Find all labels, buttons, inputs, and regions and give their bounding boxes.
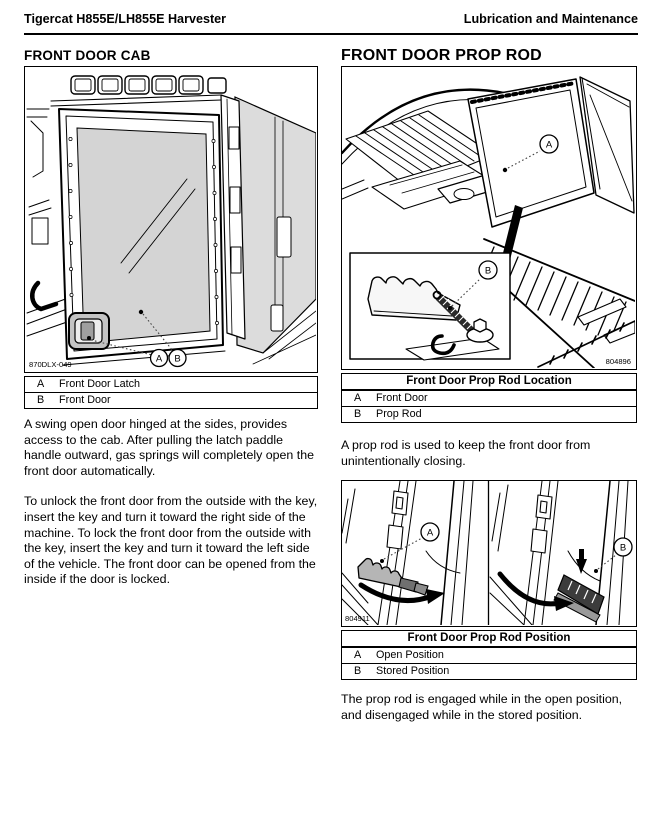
table-title: Front Door Prop Rod Location [342,374,636,391]
table-key: A [354,649,362,662]
legend-key: B [37,394,45,406]
table-label: Prop Rod [376,408,422,420]
left-column [24,35,318,723]
figure-front-door-cab [24,66,318,373]
table-prop-rod-location [341,373,637,423]
table-key: A [354,392,362,404]
table-label: Open Position [376,649,444,662]
legend-front-door-cab [24,376,318,409]
table-row [342,648,636,663]
header-section-title: Lubrication and Maintenance [463,12,638,26]
section-heading-front-door-prop-rod: FRONT DOOR PROP ROD [341,47,542,64]
section-heading-front-door-cab: FRONT DOOR CAB [24,48,151,63]
table-prop-rod-position [341,630,637,680]
page-header [24,12,638,35]
paragraph-door-description: A swing open door hinged at the sides, provides access to the cab. After pulling the latch paddle handle outward, gas springs will completely open the front door automatically. [24,417,314,478]
table-label: Stored Position [376,665,450,678]
callout-a-front-door-latch: A [155,353,163,365]
table-key: B [354,665,362,678]
legend-row [25,392,317,408]
paragraph-lock-instructions: To unlock the front door from the outside with the key, insert the key and turn it toward the right side of the machine. To lock the front door from the outside with the key, insert the key and turn it toward the left side of the vehicle. The front door can be opened from the inside if the door is locked. [24,494,318,587]
right-column [341,35,637,723]
callout-b-prop-rod: B [484,265,492,277]
legend-row [25,377,317,392]
prop-rod-position-drawing [342,481,635,625]
figure-id-804911: 804911 [345,614,370,624]
table-row [342,663,636,679]
paragraph-prop-rod-purpose: A prop rod is used to keep the front door from unintentionally closing. [341,438,591,468]
legend-key: A [37,378,45,390]
paragraph-prop-rod-engagement: The prop rod is engaged while in the open position, and disengaged while in the stored position. [341,692,623,722]
front-door-cab-drawing [25,67,316,371]
callout-a-open-position: A [426,527,434,539]
figure-id-804896: 804896 [605,357,631,366]
callout-a-front-door: A [545,139,553,151]
legend-label: Front Door Latch [59,378,141,390]
header-model-title: Tigercat H855E/LH855E Harvester [24,12,227,26]
callout-b-front-door: B [174,353,181,365]
table-label: Front Door [376,392,428,404]
legend-label: Front Door [59,394,111,406]
content-columns [24,35,638,723]
figure-prop-rod-position [341,480,637,627]
table-key: B [354,408,362,420]
callout-b-stored-position: B [619,542,627,554]
figure-prop-rod-location [341,66,637,370]
table-row [342,406,636,422]
prop-rod-location-drawing [342,67,635,368]
figure-id-870dlx-049: 870DLX-049 [29,360,72,369]
table-row [342,391,636,406]
table-title: Front Door Prop Rod Position [342,631,636,648]
